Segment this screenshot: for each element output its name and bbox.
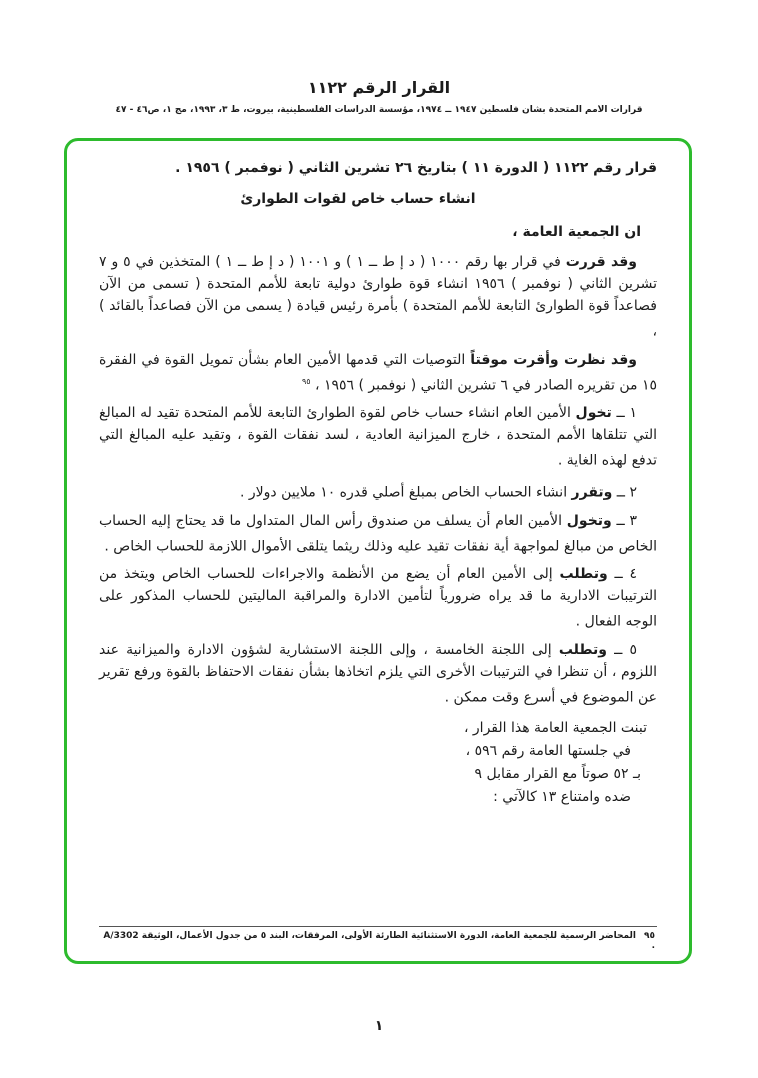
paragraph-operative-1 (99, 402, 657, 472)
paragraph-number: ١ ــ (611, 405, 637, 422)
resolution-subtitle: انشاء حساب خاص لقوات الطوارئ (240, 191, 476, 207)
closing-line-votes-against: ضده وامتناع ١٣ كالآتي : (493, 788, 631, 805)
paragraph-text: الأمين العام أن يسلف من صندوق رأس المال المتداول ما قد يحتاج إليه الحساب الخاص من مبالغ لمواجهة أية نفقات تقيد عليه وذلك ريثما يتلقى الأموال اللازمة للحساب الخاص . (99, 512, 657, 555)
paragraph-operative-4 (99, 563, 657, 633)
paragraph-lead: وتقرر (571, 484, 613, 501)
paragraph-lead: وقد نظرت وأقرت موقتاً (470, 351, 637, 368)
paragraph-text: إلى اللجنة الخامسة ، وإلى اللجنة الاستشارية لشؤون الادارة والميزانية عند اللزوم ، أن تنظرا في الترتيبات الأخرى التي يلزم اتخاذها بشأن نفقات الاحتفاظ بالقوة ورفع تقرير عن الموضوع في أسرع وقت ممكن . (99, 641, 657, 706)
paragraph-text: في قرار بها رقم ١٠٠٠ ( د إ ط ــ ١ ) و ١٠٠١ ( د إ ط ــ ١ ) المتخذين في ٥ و ٧ تشرين الثاني ( نوفمبر ) ١٩٥٦ انشاء قوة طوارئ دولية تابعة للأمم المتحدة ( تسمى من الآن فصاعداً قوة الطوارئ التابعة للأمم المتحدة ) بأمرة رئيس قيادة ( يسمى من الآن فصاعداً بالقائد ) ، (99, 254, 657, 340)
assembly-opening: ان الجمعية العامة ، (512, 224, 641, 240)
page-number: ١ (374, 1018, 384, 1034)
paragraph-number: ٢ ــ (612, 484, 637, 501)
source-citation: قرارات الأمم المتحدة بشأن فلسطين ١٩٤٧ ــ ١٩٧٤، مؤسسة الدراسات الفلسطينية، بيروت، ط ٣، ١٩٩٣، مج ١، ص٤٦ - ٤٧ (115, 105, 643, 115)
closing-block (99, 717, 657, 809)
footnote-ref: ٩٥ (644, 931, 655, 941)
paragraph-preamble-2 (99, 349, 657, 397)
paragraph-number: ٣ ــ (611, 512, 637, 529)
closing-line-adoption: تبنت الجمعية العامة هذا القرار ، (463, 719, 647, 736)
paragraph-lead: وتخول (566, 512, 612, 529)
paragraph-number: ٤ ــ (607, 566, 638, 583)
paragraph-lead: وتطلب (558, 641, 607, 658)
paragraph-text: الأمين العام انشاء حساب خاص لقوة الطوارئ التابعة للأمم المتحدة تقيد له المبالغ التي تتلقاها الأمم المتحدة ، خارج الميزانية العادية ، لسد نفقات القوة ، وتقيد عليه المبالغ التي تدفع لهذه الغاية . (99, 405, 657, 469)
resolution-heading: قرار رقم ١١٢٢ ( الدورة ١١ ) بتاريخ ٢٦ تشرين الثاني ( نوفمبر ) ١٩٥٦ . (175, 160, 657, 176)
paragraph-lead: وتطلب (559, 566, 608, 583)
paragraph-text: التوصيات التي قدمها الأمين العام بشأن تمويل القوة في الفقرة ١٥ من تقريره الصادر في ٦ تشرين الثاني ( نوفمبر ) ١٩٥٦ ، (99, 351, 657, 394)
paragraph-lead: تخول (575, 405, 612, 422)
paragraph-operative-2 (99, 478, 657, 504)
closing-line-session: في جلستها العامة رقم ٥٩٦ ، (465, 742, 631, 759)
resolution-box (64, 138, 692, 964)
footnote-text: المحاضر الرسمية للجمعية العامة، الدورة الاستثنائية الطارئة الأولى، المرفقات، البند ٥ من جدول الأعمال، الوثيقة A/3302 . (103, 931, 655, 951)
paragraph-text: إلى الأمين العام أن يضع من الأنظمة والاجراءات للحساب الخاص ويتخذ من الترتيبات الادارية ما قد يراه ضرورياً لتأمين الادارة والمراقبة الماليتين للحساب المذكور على الوجه الفعال . (99, 566, 657, 630)
footnote-ref-marker: ٩٥ (301, 376, 311, 386)
page-title: القرار الرقم ١١٢٢ (307, 78, 451, 97)
paragraph-text: انشاء الحساب الخاص بمبلغ أصلي قدره ١٠ ملايين دولار . (240, 484, 572, 501)
paragraph-operative-3 (99, 510, 657, 558)
closing-line-votes-for: بـ ٥٢ صوتاً مع القرار مقابل ٩ (474, 765, 641, 782)
paragraph-lead: وقد قررت (565, 254, 638, 270)
paragraph-preamble-1 (99, 251, 657, 343)
paragraph-number: ٥ ــ (606, 641, 637, 658)
footnote (99, 926, 657, 953)
paragraph-operative-5 (99, 639, 657, 709)
